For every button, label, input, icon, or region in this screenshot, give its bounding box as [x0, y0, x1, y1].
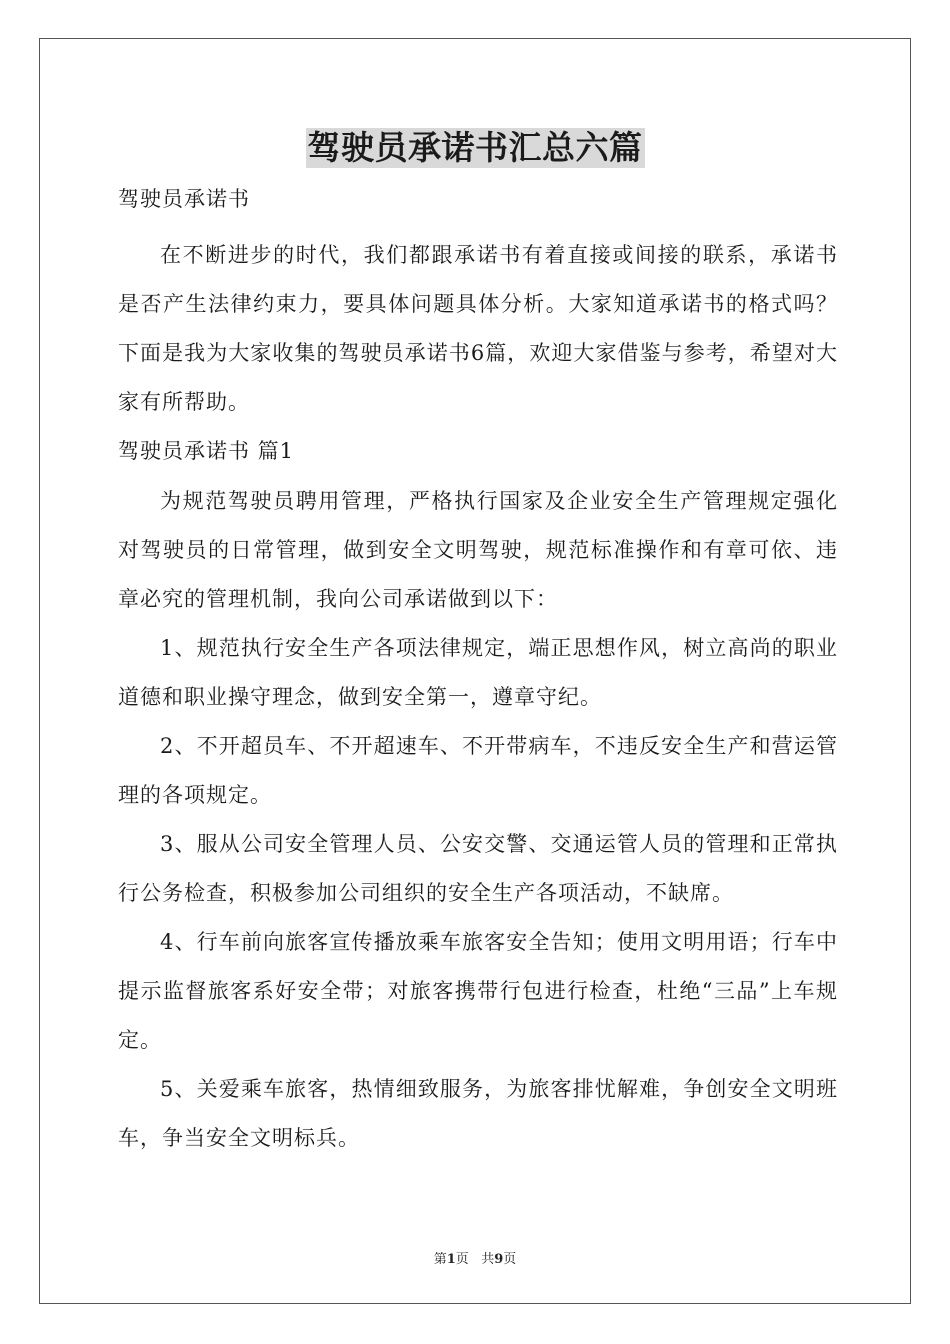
document-title: 驾驶员承诺书汇总六篇	[307, 128, 643, 167]
body-paragraph: 3、服从公司安全管理人员、公安交警、交通运管人员的管理和正常执行公务检查，积极参加公司组织的安全生产各项活动，不缺席。	[118, 832, 838, 905]
body-paragraph: 5、关爱乘车旅客，热情细致服务，为旅客排忧解难，争创安全文明班车，争当安全文明标兵。	[118, 1077, 838, 1150]
body-paragraph: 1、规范执行安全生产各项法律规定，端正思想作风，树立高尚的职业道德和职业操守理念，做到安全第一，遵章守纪。	[118, 636, 838, 709]
total-prefix: 共	[481, 1252, 495, 1267]
body-paragraph: 为规范驾驶员聘用管理，严格执行国家及企业安全生产管理规定强化对驾驶员的日常管理，做到安全文明驾驶，规范标准操作和有章可依、违章必究的管理机制，我向公司承诺做到以下：	[118, 489, 838, 611]
document-body	[118, 181, 838, 1163]
body-paragraph: 4、行车前向旅客宣传播放乘车旅客安全告知；使用文明用语；行车中提示监督旅客系好安全带；对旅客携带行包进行检查，杜绝“三品”上车规定。	[118, 930, 838, 1052]
section-heading: 驾驶员承诺书 篇1	[118, 439, 295, 463]
title-container	[0, 128, 950, 168]
page-suffix: 页	[455, 1252, 469, 1267]
intro-paragraph: 在不断进步的时代，我们都跟承诺书有着直接或间接的联系，承诺书是否产生法律约束力，要具体问题具体分析。大家知道承诺书的格式吗？下面是我为大家收集的驾驶员承诺书6篇，欢迎大家借鉴与参考，希望对大家有所帮助。	[118, 243, 838, 414]
document-subtitle: 驾驶员承诺书	[118, 187, 250, 211]
page-prefix: 第	[433, 1252, 447, 1267]
page-current: 1	[446, 1252, 456, 1267]
page-total: 9	[494, 1252, 504, 1267]
total-suffix: 页	[503, 1252, 517, 1267]
page-footer	[0, 1248, 950, 1267]
body-paragraph: 2、不开超员车、不开超速车、不开带病车，不违反安全生产和营运管理的各项规定。	[118, 734, 838, 807]
